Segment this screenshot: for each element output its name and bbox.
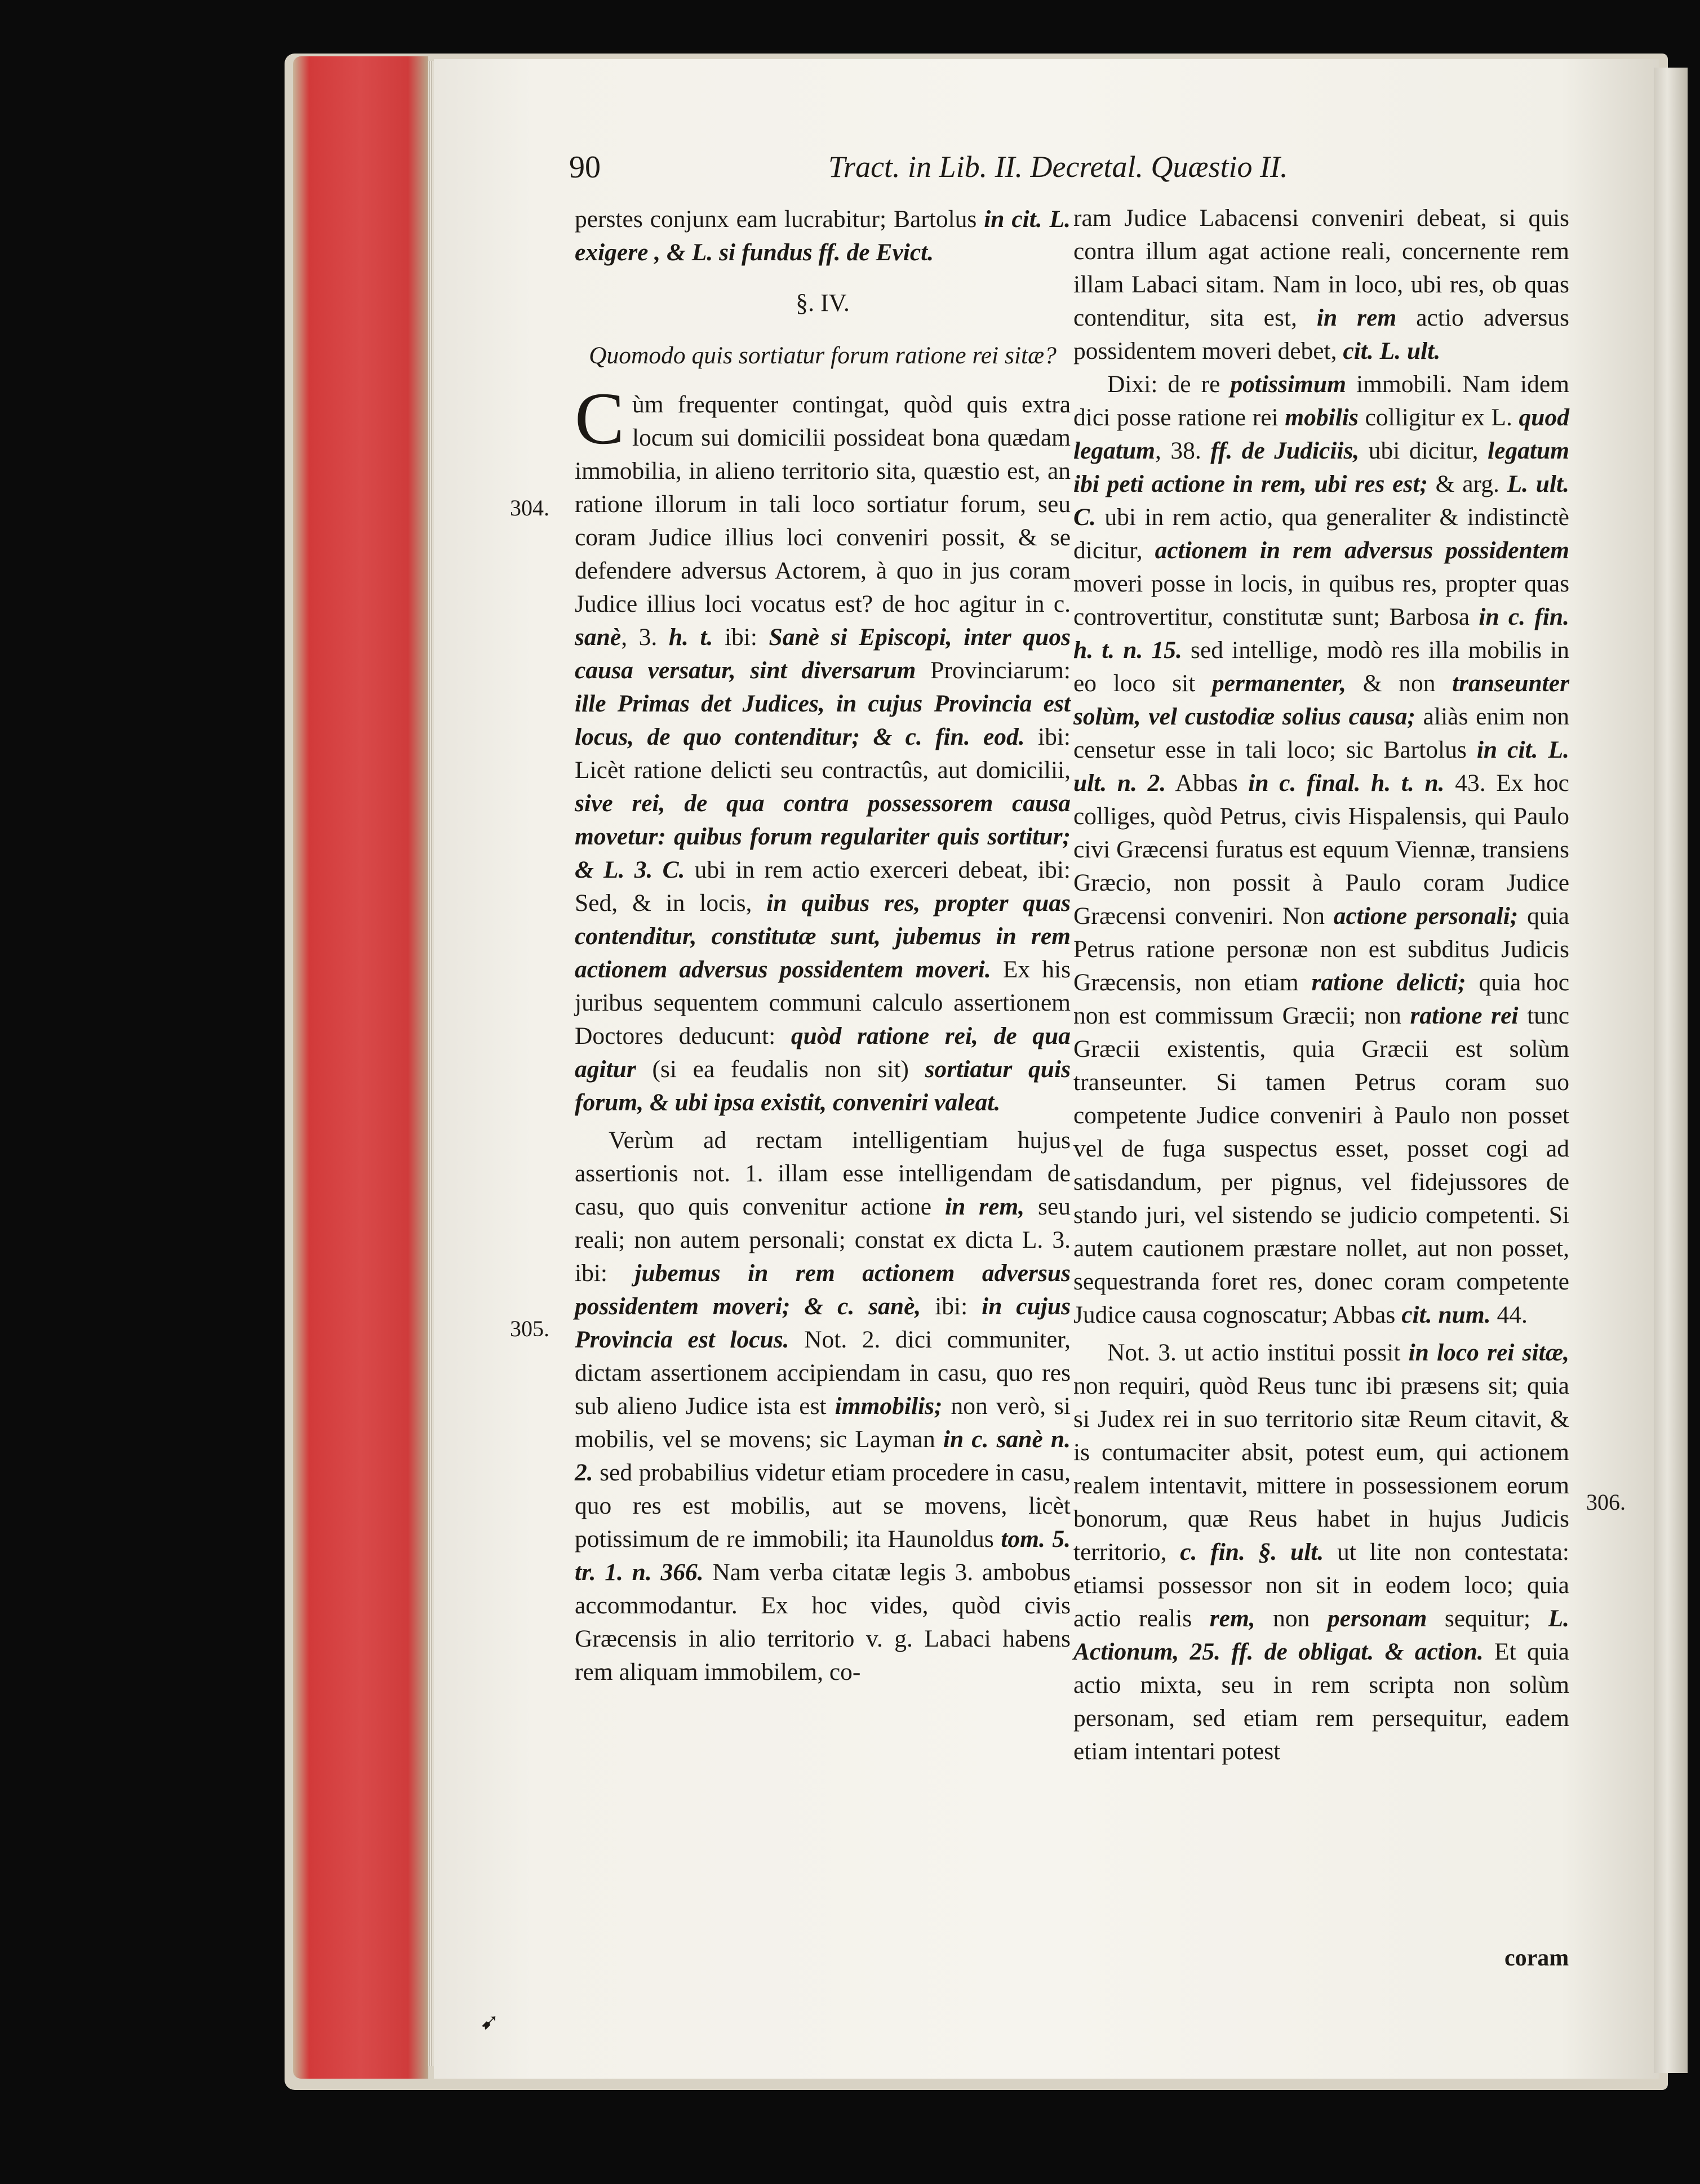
text-run: ram Judice Labacensi conveniri debeat, si quis contra illum agat actione reali, concernente rem illam Labaci sitam. Nam in loco, ubi res, ob quas contenditur, sita est, xyxy=(1073,204,1569,331)
italic-citation: actionem in rem adversus possidentem xyxy=(1155,537,1569,564)
text-run: Abbas xyxy=(1166,769,1249,797)
text-run: ibi: Licèt ratione delicti seu contractûs, aut domicilii, xyxy=(575,723,1071,784)
section-heading: §. IV. xyxy=(796,289,850,317)
text-run: 43. Ex hoc colliges, quòd Petrus, civis Hispalensis, qui Paulo civi Græcensi furatus est equum Viennæ, transiens Græcio, non possit à Paulo coram Judice Græcensi conveniri. Non xyxy=(1073,769,1569,929)
italic-citation: in quibus res, propter quas contenditur, constitutæ sunt, jubemus in rem actionem adversus possidentem moveri. xyxy=(575,889,1071,983)
text-run: & arg. xyxy=(1427,470,1507,497)
text-run: , 38. xyxy=(1155,437,1211,464)
italic-citation: sortiatur quis forum, & ubi ipsa existit, conveniri valeat. xyxy=(575,1056,1071,1116)
italic-citation: in rem, xyxy=(944,1193,1025,1220)
italic-citation: L. Actionum, 25. ff. de obligat. & action. xyxy=(1073,1605,1569,1665)
text-run: ubi in rem actio exerceri debeat, ibi: Sed, & in locis, xyxy=(575,856,1071,917)
text-run: quia Petrus ratione personæ non est subditus Judicis Græcensis, non etiam xyxy=(1073,902,1569,996)
text-run: ibi: xyxy=(921,1293,982,1320)
paragraph-305 xyxy=(575,1124,1071,1689)
text-run: ibi: xyxy=(713,624,769,651)
text-run: quia hoc non est commissum Græcii; non xyxy=(1073,969,1570,1029)
paragraph-continuation xyxy=(1073,202,1569,368)
italic-citation: cit. num. xyxy=(1401,1301,1491,1328)
italic-citation: L. ult. C. xyxy=(1073,470,1570,531)
text-run: Not. 2. dici communiter, dictam assertionem accipiendam in casu, quo res sub alieno Judice ista est xyxy=(575,1326,1071,1420)
italic-citation: h. t. xyxy=(668,624,713,651)
text-run: Ex his juribus sequentem communi calculo assertionem Doctores deducunt: xyxy=(575,956,1071,1049)
red-page-edges xyxy=(293,56,428,2079)
text-run: seu reali; non autem personali; constat ex dicta L. 3. ibi: xyxy=(575,1193,1071,1287)
italic-citation: in cujus Provincia est locus. xyxy=(575,1293,1071,1353)
text-run: & non xyxy=(1346,670,1453,697)
italic-citation: rem, xyxy=(1209,1605,1255,1632)
intro-paragraph xyxy=(575,203,1071,269)
margin-number-304: 304. xyxy=(510,495,549,521)
italic-citation: in c. final. h. t. n. xyxy=(1248,769,1445,797)
text-run: sequitur; xyxy=(1427,1605,1548,1632)
italic-citation: sive rei, de qua contra possessorem causa movetur: quibus forum regulariter quis sortitur; & L. 3. C. xyxy=(575,790,1071,883)
text-run: , 3. xyxy=(621,624,669,651)
italic-citation: transeunter solùm, vel custodiæ solius causa; xyxy=(1073,670,1569,730)
printers-mark: ➹ xyxy=(480,2009,499,2034)
italic-citation: jubemus in rem actionem adversus possidentem moveri; & c. sanè, xyxy=(575,1260,1071,1320)
margin-number-306: 306. xyxy=(1586,1489,1626,1515)
text-run: ut lite non contestata: etiamsi possessor non sit in eodem loco; quia actio realis xyxy=(1073,1538,1570,1632)
italic-citation: permanenter, xyxy=(1212,670,1347,697)
facing-leaf-edge xyxy=(1654,68,1688,2073)
italic-citation: mobilis xyxy=(1285,404,1359,431)
running-title: Tract. in Lib. II. Decretal. Quæstio II. xyxy=(828,150,1288,184)
italic-citation: quòd ratione rei, de qua agitur xyxy=(575,1022,1071,1083)
italic-citation: personam xyxy=(1327,1605,1427,1632)
text-run: colligitur ex L. xyxy=(1358,404,1519,431)
italic-citation: in rem xyxy=(1316,304,1397,331)
italic-citation: in loco rei sitæ, xyxy=(1408,1339,1569,1366)
italic-citation: legatum ibi peti actione in rem, ubi res est; xyxy=(1073,437,1569,497)
text-run: 44. xyxy=(1490,1301,1528,1328)
italic-citation: cit. L. ult. xyxy=(1343,337,1441,364)
text-run: Verùm ad rectam intelligentiam hujus assertionis not. 1. illam esse intelligendam de casu, quo quis convenitur actione xyxy=(575,1127,1071,1220)
text-run: ubi dicitur, xyxy=(1359,437,1488,464)
section-rubric: Quomodo quis sortiatur forum ratione rei sitæ? xyxy=(589,342,1057,369)
page-number: 90 xyxy=(569,150,601,185)
paragraph-304-text xyxy=(575,391,1071,1116)
italic-citation: ratione delicti; xyxy=(1311,969,1466,996)
italic-citation: ratione rei xyxy=(1410,1002,1519,1029)
italic-citation: sanè xyxy=(575,624,622,651)
italic-citation: immobilis; xyxy=(835,1393,943,1420)
text-run: Not. 3. ut actio institui possit xyxy=(1107,1339,1409,1366)
text-run: non verò, si mobilis, vel se movens; sic Layman xyxy=(575,1393,1071,1453)
text-run: moveri posse in locis, in quibus res, propter quas controvertitur, constitutæ sunt; Barbosa xyxy=(1073,570,1569,630)
text-run: ubi in rem actio, qua generaliter & indistinctè dicitur, xyxy=(1073,504,1569,564)
italic-citation: in c. sanè n. 2. xyxy=(575,1426,1071,1486)
paragraph-dixi xyxy=(1073,368,1569,1332)
catchword: coram xyxy=(1504,1945,1569,1971)
text-run: (si ea feudalis non sit) xyxy=(636,1056,925,1083)
italic-citation: in c. fin. h. t. n. 15. xyxy=(1073,603,1569,664)
paragraph-306 xyxy=(1073,1336,1569,1768)
paragraph-304 xyxy=(575,377,1071,1119)
text-run: aliàs enim non censetur esse in tali loco; sic Bartolus xyxy=(1073,703,1569,763)
text-run: Et quia actio mixta, seu in rem scripta non solùm personam, sed etiam rem persequitur, eadem etiam intentari potest xyxy=(1073,1638,1569,1765)
running-header xyxy=(569,149,1583,200)
text-run: ùm frequenter contingat, quòd quis extra locum sui domicilii possideat bona quædam immobilia, in alieno territorio sita, quæstio est, an ratione illorum in tali loco sortiatur forum, seu coram Judice illius loci conveniri possit, & se defendere adversus Actorem, à quo in jus coram Judice illius loci vocatus est? de hoc agitur in c. xyxy=(575,391,1071,617)
italic-citation: ille Primas det Judices, in cujus Provincia est locus, de quo contenditur; & c. fin. eod. xyxy=(575,690,1071,750)
text-run: non xyxy=(1255,1605,1328,1632)
text-run: tunc Græcii existentis, quia Græcii est solùm transeunter. Si tamen Petrus coram suo competente Judice conveniri à Paulo non posset vel de fuga suspectus esset, posset cogi ad satisdandum, per pignus, vel fidejussores de stando juri, vel sistendo se judicio competenti. Si autem cautionem præstare nollet, aut non posset, sequestranda foret res, donec coram competente Judice causa cognoscatur; Abbas xyxy=(1073,1002,1569,1328)
italic-citation: in cit. L. ult. n. 2. xyxy=(1073,736,1569,797)
italic-citation: tom. 5. tr. 1. n. 366. xyxy=(575,1525,1071,1586)
italic-citation: ff. de Judiciis, xyxy=(1210,437,1360,464)
text-run: actio adversus possidentem moveri debet, xyxy=(1073,304,1569,364)
left-column xyxy=(575,203,1071,1689)
text-run: perstes conjunx eam lucrabitur; Bartolus xyxy=(575,206,984,233)
italic-citation: c. fin. §. ult. xyxy=(1180,1538,1324,1565)
text-run: sed intellige, modò res illa mobilis in eo loco sit xyxy=(1073,637,1569,697)
text-run: non requiri, quòd Reus tunc ibi præsens sit; quia si Judex rei in suo territorio sitæ Reum citavit, & is contumaciter absit, potest eum, qui actionem realem intentavit, mittere in possessionem eorum bonorum, quæ Reus habet in hujus Judicis territorio, xyxy=(1073,1372,1569,1565)
text-run: Dixi: de re xyxy=(1107,371,1231,398)
text-run: Nam verba citatæ legis 3. ambobus accommodantur. Ex hoc vides, quòd civis Græcensis in alio territorio v. g. Labaci habens rem aliquam immobilem, co- xyxy=(575,1559,1071,1685)
drop-capital: C xyxy=(575,377,625,460)
italic-citation: in cit. L. exigere , & L. si fundus ff. de Evict. xyxy=(575,206,1071,266)
text-run: Provinciarum: xyxy=(916,657,1071,684)
italic-citation: actione personali; xyxy=(1333,902,1519,929)
italic-citation: Sanè si Episcopi, inter quos causa versatur, sint diversarum xyxy=(575,624,1071,684)
italic-citation: quod legatum xyxy=(1073,404,1569,464)
text-run: sed probabilius videtur etiam procedere in casu, quo res est mobilis, aut se movens, licèt potissimum de re immobili; ita Haunoldus xyxy=(575,1459,1071,1553)
text-run: immobili. Nam idem dici posse ratione rei xyxy=(1073,371,1569,431)
margin-number-305: 305. xyxy=(510,1316,549,1341)
italic-citation: potissimum xyxy=(1230,371,1346,398)
right-column xyxy=(1073,202,1569,1768)
